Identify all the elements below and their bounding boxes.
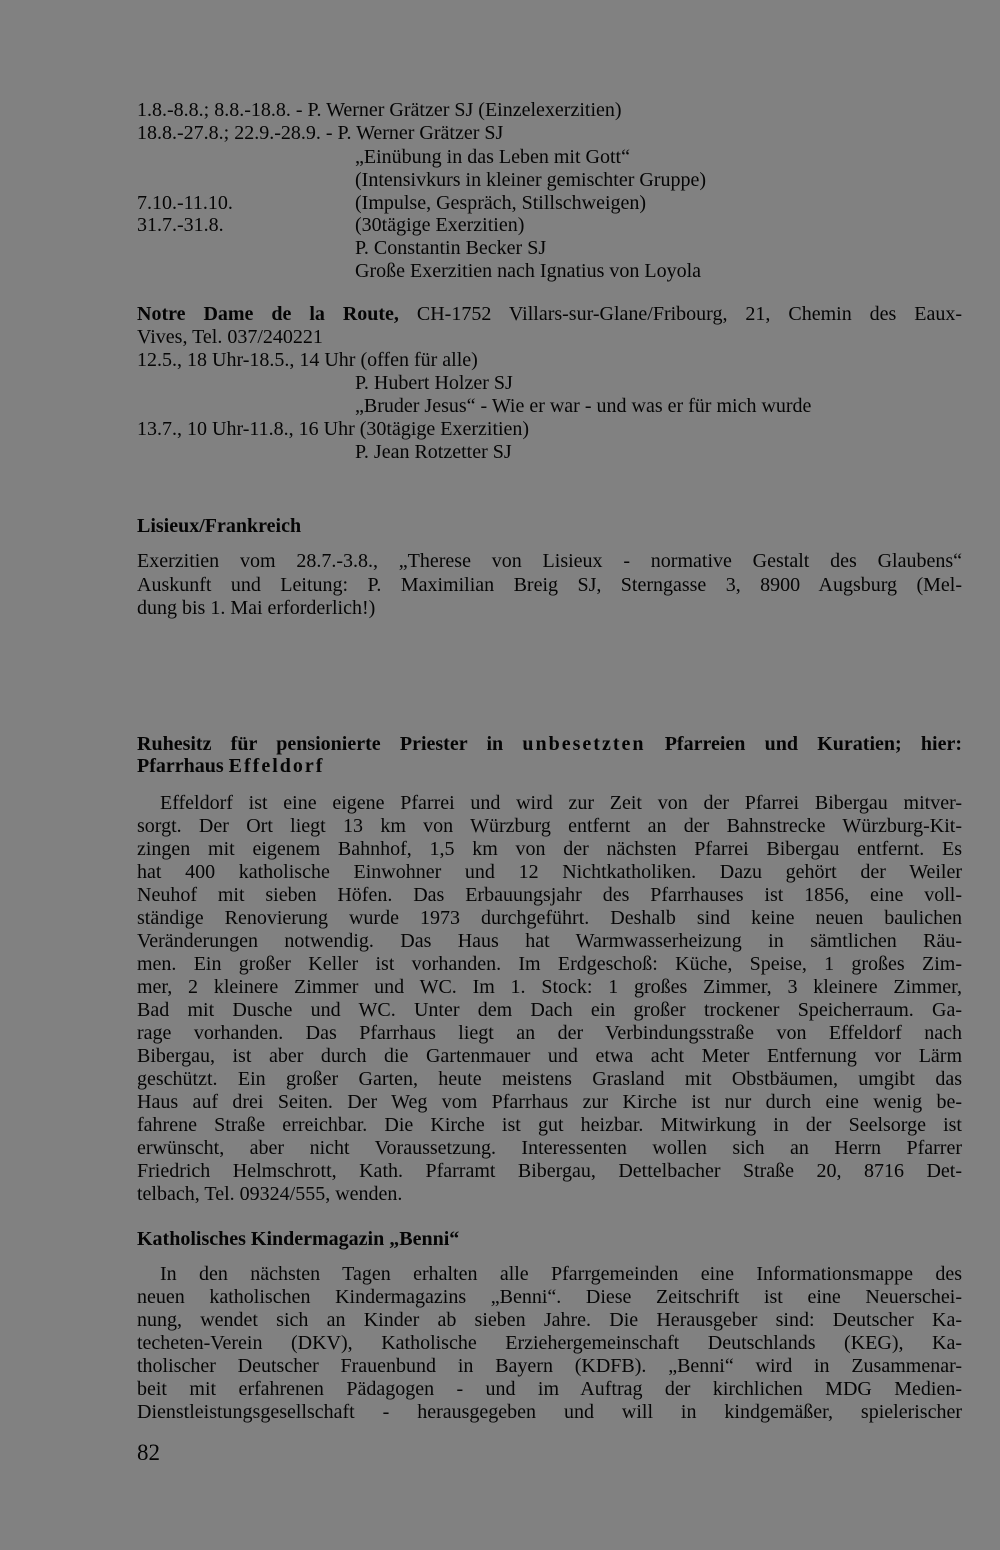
page-number: 82	[137, 1440, 160, 1465]
section-heading-ruhesitz-2	[137, 755, 962, 777]
notre-dame-line: Vives, Tel. 037/240221	[137, 326, 323, 348]
section-heading-ruhesitz	[137, 733, 962, 755]
ruhesitz-paragraph-line: Haus auf drei Seiten. Der Weg vom Pfarrhaus zur Kirche ist nur durch eine wenig be-	[137, 1091, 962, 1113]
schedule-line: (Intensivkurs in kleiner gemischter Gruppe)	[355, 169, 707, 191]
schedule-line: „Einübung in das Leben mit Gott“	[355, 146, 630, 168]
ruhesitz-paragraph-line: sorgt. Der Ort liegt 13 km von Würzburg entfernt an der Bahnstrecke Würzburg-Kit-	[137, 815, 962, 837]
ruhesitz-paragraph-line: Effeldorf ist eine eigene Pfarrei und wird zur Zeit von der Pfarrei Bibergau mitver-	[160, 792, 962, 814]
notre-dame-line: 13.7., 10 Uhr-11.8., 16 Uhr (30tägige Exerzitien)	[137, 418, 530, 440]
benni-paragraph-line: nung, wendet sich an Kinder ab sieben Jahre. Die Herausgeber sind: Deutscher Ka-	[137, 1309, 962, 1331]
notre-dame-line: „Bruder Jesus“ - Wie er war - und was er für mich wurde	[355, 395, 812, 417]
heading-part-spaced: Effeldorf	[228, 755, 325, 777]
heading-part-spaced: unbesetzten	[522, 733, 646, 755]
section-heading-benni: Katholisches Kindermagazin „Benni“	[137, 1228, 460, 1250]
ruhesitz-paragraph-line: hat 400 katholische Einwohner und 12 Nichtkatholiken. Dazu gehört der Weiler	[137, 861, 962, 883]
heading-part: Ruhesitz für pensionierte Priester in	[137, 733, 523, 755]
notre-dame-address: CH-1752 Villars-sur-Glane/Fribourg, 21, Chemin des Eaux-	[398, 303, 962, 325]
lisieux-line: dung bis 1. Mai erforderlich!)	[137, 597, 376, 619]
lisieux-line: Auskunft und Leitung: P. Maximilian Breig SJ, Sterngasse 3, 8900 Augsburg (Mel-	[137, 574, 962, 596]
schedule-date: 7.10.-11.10.	[137, 192, 233, 214]
ruhesitz-paragraph-line: Veränderungen notwendig. Das Haus hat Warmwasserheizung in sämtlichen Räu-	[137, 930, 962, 952]
schedule-line: Große Exerzitien nach Ignatius von Loyola	[355, 260, 701, 282]
schedule-line: P. Constantin Becker SJ	[355, 237, 547, 259]
benni-paragraph-line: Dienstleistungsgesellschaft - herausgegeben und will in kindgemäßer, spielerischer	[137, 1401, 962, 1423]
ruhesitz-paragraph-line: Neuhof mit sieben Höfen. Das Erbauungsjahr des Pfarrhauses ist 1856, eine voll-	[137, 884, 962, 906]
notre-dame-address-line	[137, 303, 962, 325]
ruhesitz-paragraph-line: fahrene Straße erreichbar. Die Kirche ist gut heizbar. Mitwirkung in der Seelsorge ist	[137, 1114, 962, 1136]
notre-dame-name: Notre Dame de la Route,	[137, 303, 399, 325]
ruhesitz-paragraph-line: Bad mit Dusche und WC. Unter dem Dach ein großer trockener Speicherraum. Ga-	[137, 999, 962, 1021]
schedule-text: (Impulse, Gespräch, Stillschweigen)	[355, 192, 647, 214]
ruhesitz-paragraph-line: erwünscht, aber nicht Voraussetzung. Interessenten wollen sich an Herrn Pfarrer	[137, 1137, 962, 1159]
notre-dame-line: P. Jean Rotzetter SJ	[355, 441, 512, 463]
ruhesitz-paragraph-line: zingen mit eigenem Bahnhof, 1,5 km von der nächsten Pfarrei Bibergau entfernt. Es	[137, 838, 962, 860]
schedule-text: (30tägige Exerzitien)	[355, 214, 525, 236]
lisieux-line: Exerzitien vom 28.7.-3.8., „Therese von Lisieux - normative Gestalt des Glaubens“	[137, 550, 962, 572]
section-heading-lisieux: Lisieux/Frankreich	[137, 515, 302, 537]
schedule-line: 1.8.-8.8.; 8.8.-18.8. - P. Werner Grätzer SJ (Einzelexerzitien)	[137, 99, 622, 121]
notre-dame-line: 12.5., 18 Uhr-18.5., 14 Uhr (offen für alle)	[137, 349, 478, 371]
schedule-date: 31.7.-31.8.	[137, 214, 224, 236]
ruhesitz-paragraph-line: rage vorhanden. Das Pfarrhaus liegt an der Verbindungsstraße von Effeldorf nach	[137, 1022, 962, 1044]
schedule-line	[137, 192, 962, 214]
heading-part: Pfarreien und Kuratien; hier:	[645, 733, 963, 755]
ruhesitz-paragraph-line: ständige Renovierung wurde 1973 durchgeführt. Deshalb sind keine neuen baulichen	[137, 907, 962, 929]
schedule-line	[137, 214, 962, 236]
heading-part: Pfarrhaus	[137, 755, 229, 777]
ruhesitz-paragraph-line: mer, 2 kleinere Zimmer und WC. Im 1. Stock: 1 großes Zimmer, 3 kleinere Zimmer,	[137, 976, 962, 998]
benni-paragraph-line: beit mit erfahrenen Pädagogen - und im Auftrag der kirchlichen MDG Medien-	[137, 1378, 962, 1400]
ruhesitz-paragraph-line: men. Ein großer Keller ist vorhanden. Im Erdgeschoß: Küche, Speise, 1 großes Zim-	[137, 953, 962, 975]
notre-dame-line: P. Hubert Holzer SJ	[355, 372, 513, 394]
benni-paragraph-line: neuen katholischen Kindermagazins „Benni“. Diese Zeitschrift ist eine Neuerschei-	[137, 1286, 962, 1308]
benni-paragraph-line: In den nächsten Tagen erhalten alle Pfarrgemeinden eine Informationsmappe des	[160, 1263, 962, 1285]
ruhesitz-paragraph-line: geschützt. Ein großer Garten, heute meistens Grasland mit Obstbäumen, umgibt das	[137, 1068, 962, 1090]
benni-paragraph-line: tholischer Deutscher Frauenbund in Bayern (KDFB). „Benni“ wird in Zusammenar-	[137, 1355, 962, 1377]
ruhesitz-paragraph-line: telbach, Tel. 09324/555, wenden.	[137, 1183, 403, 1205]
ruhesitz-paragraph-line: Friedrich Helmschrott, Kath. Pfarramt Bibergau, Dettelbacher Straße 20, 8716 Det-	[137, 1160, 962, 1182]
benni-paragraph-line: techeten-Verein (DKV), Katholische Erziehergemeinschaft Deutschlands (KEG), Ka-	[137, 1332, 962, 1354]
ruhesitz-paragraph-line: Bibergau, ist aber durch die Gartenmauer und etwa acht Meter Entfernung vor Lärm	[137, 1045, 962, 1067]
schedule-line: 18.8.-27.8.; 22.9.-28.9. - P. Werner Grätzer SJ	[137, 122, 504, 144]
